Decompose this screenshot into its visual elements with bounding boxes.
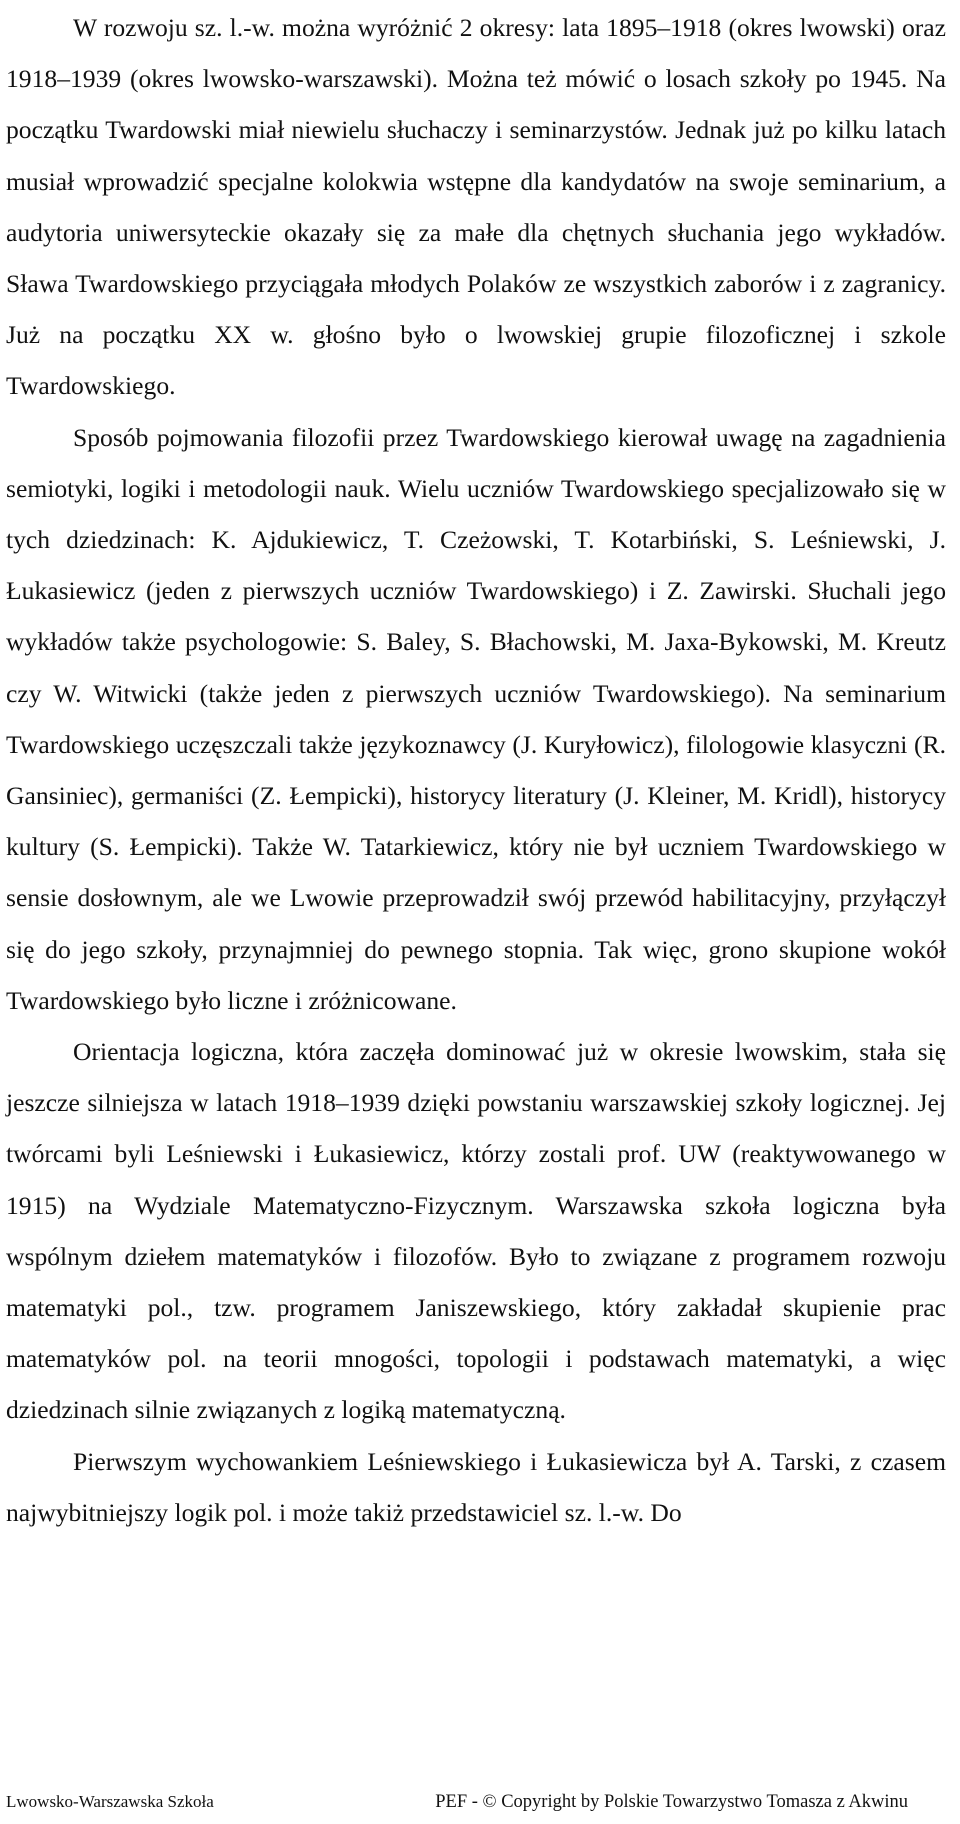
footer-title: Lwowsko-Warszawska Szkoła: [6, 1792, 214, 1811]
paragraph-periods: W rozwoju sz. l.-w. można wyróżnić 2 okresy: lata 1895–1918 (okres lwowski) oraz 1918–1939 (okres lwowsko-warszawski). Można też mówić o losach szkoły po 1945. Na początku Twardowski miał niewielu słuchaczy i seminarzystów. Jednak już po kilku latach musiał wprowadzić specjalne kolokwia wstępne dla kandydatów na swoje seminarium, a audytoria uniwersyteckie okazały się za małe dla chętnych słuchania jego wykładów. Sława Twardowskiego przyciągała młodych Polaków ze wszystkich zaborów i z zagranicy. Już na początku XX w. głośno było o lwowskiej grupie filozoficznej i szkole Twardowskiego.: [6, 13, 946, 401]
document-body: [6, 2, 946, 1538]
footer-copyright: PEF - © Copyright by Polskie Towarzystwo Tomasza z Akwinu: [435, 1792, 908, 1812]
paragraph-semiotics: Sposób pojmowania filozofii przez Twardowskiego kierował uwagę na zagadnienia semiotyki, logiki i metodologii nauk. Wielu uczniów Twardowskiego specjalizowało się w tych dziedzinach: K. Ajdukiewicz, T. Czeżowski, T. Kotarbiński, S. Leśniewski, J. Łukasiewicz (jeden z pierwszych uczniów Twardowskiego) i Z. Zawirski. Słuchali jego wykładów także psychologowie: S. Baley, S. Błachowski, M. Jaxa-Bykowski, M. Kreutz czy W. Witwicki (także jeden z pierwszych uczniów Twardowskiego). Na seminarium Twardowskiego uczęszczali także językoznawcy (J. Kuryłowicz), filologowie klasyczni (R. Gansiniec), germaniści (Z. Łempicki), historycy literatury (J. Kleiner, M. Kridl), historycy kultury (S. Łempicki). Także W. Tatarkiewicz, który nie był uczniem Twardowskiego w sensie dosłownym, ale we Lwowie przeprowadził swój przewód habilitacyjny, przyłączył się do jego szkoły, przynajmniej do pewnego stopnia. Tak więc, grono skupione wokół Twardowskiego było liczne i zróżnicowane.: [6, 422, 946, 1015]
document-page: [6, 0, 946, 1824]
paragraph-logical-orientation: Orientacja logiczna, która zaczęła dominować już w okresie lwowskim, stała się jeszcze silniejsza w latach 1918–1939 dzięki powstaniu warszawskiej szkoły logicznej. Jej twórcami byli Leśniewski i Łukasiewicz, którzy zostali prof. UW (reaktywowanego w 1915) na Wydziale Matematyczno-Fizycznym. Warszawska szkoła logiczna była wspólnym dziełem matematyków i filozofów. Było to związane z programem rozwoju matematyki pol., tzw. programem Janiszewskiego, który zakładał skupienie prac matematyków pol. na teorii mnogości, topologii i podstawach matematyki, a więc dziedzinach silnie związanych z logiką matematyczną.: [6, 1037, 946, 1425]
paragraph-tarski: Pierwszym wychowankiem Leśniewskiego i Łukasiewicza był A. Tarski, z czasem najwybitniejszy logik pol. i może takiż przedstawiciel sz. l.-w. Do: [6, 1446, 946, 1527]
page-footer: [6, 1784, 946, 1820]
